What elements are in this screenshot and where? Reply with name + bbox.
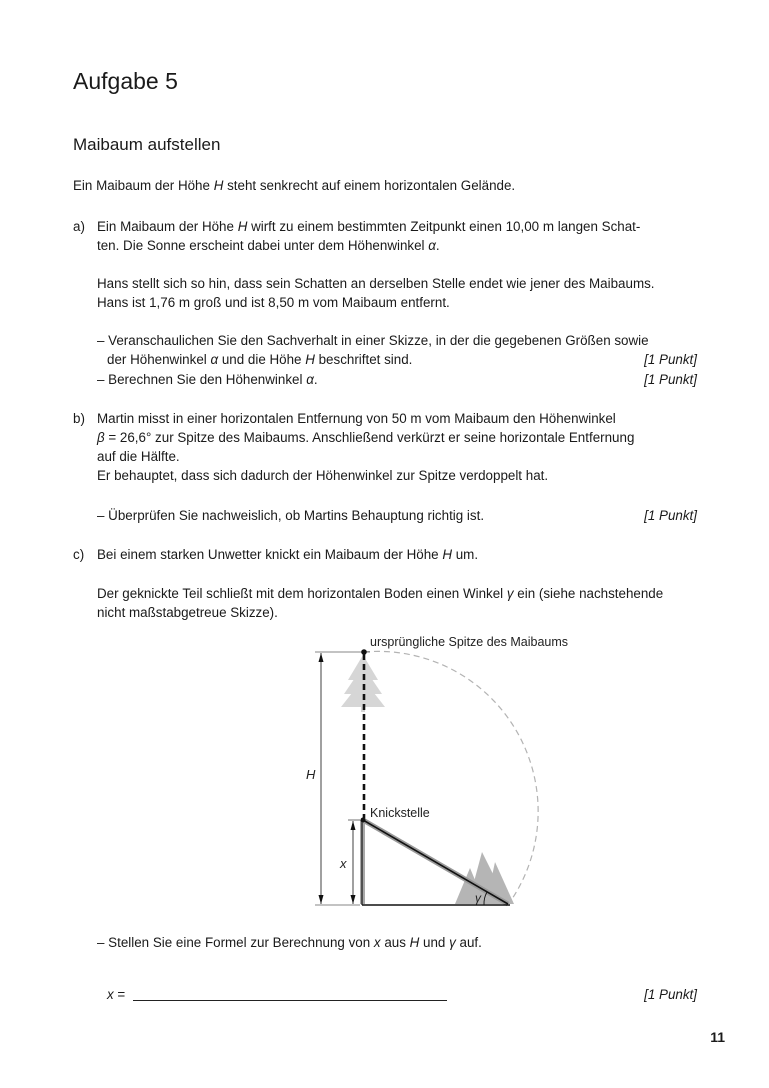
task-subheading: Maibaum aufstellen	[73, 135, 221, 154]
part-a-task2-points: [1 Punkt]	[644, 372, 697, 387]
part-b-line-1: Martin misst in einer horizontalen Entfernung von 50 m vom Maibaum den Höhenwinkel	[97, 411, 616, 426]
part-b-task1-points: [1 Punkt]	[644, 508, 697, 523]
part-c-para2-line-2: nicht maßstabgetreue Skizze).	[97, 605, 278, 620]
h-arrow-bottom	[319, 895, 324, 904]
h-arrow-top	[319, 653, 324, 662]
part-a-task1-line-1: – Veranschaulichen Sie den Sachverhalt in einer Skizze, in der die gegebenen Größen sowie	[97, 333, 649, 348]
part-a-task1-points: [1 Punkt]	[644, 352, 697, 367]
x-arrow-bottom	[351, 895, 356, 904]
part-b-task1: – Überprüfen Sie nachweislich, ob Martins Behauptung richtig ist.	[97, 508, 485, 523]
page-number: 11	[710, 1029, 725, 1045]
part-c-para2-line-1: Der geknickte Teil schließt mit dem horizontalen Boden einen Winkel γ ein (siehe nachstehende	[97, 586, 664, 601]
gamma-label: γ	[475, 891, 481, 905]
rotation-arc	[364, 651, 538, 902]
part-b-line-4: Er behauptet, dass sich dadurch der Höhenwinkel zur Spitze verdoppelt hat.	[97, 468, 549, 483]
original-top-label: ursprüngliche Spitze des Maibaums	[370, 635, 569, 649]
part-c-task1: – Stellen Sie eine Formel zur Berechnung von x aus H und γ auf.	[97, 935, 482, 950]
answer-prefix: x =	[107, 987, 126, 1002]
part-a-task1-line-2: der Höhenwinkel α und die Höhe H beschriftet sind.	[107, 352, 413, 367]
part-a-line-1: Ein Maibaum der Höhe H wirft zu einem bestimmten Zeitpunkt einen 10,00 m langen Schat-	[97, 219, 641, 234]
break-point	[361, 818, 366, 823]
part-b-line-3: auf die Hälfte.	[97, 449, 180, 464]
part-c-task1-points: [1 Punkt]	[644, 987, 697, 1002]
part-b-line-2: β = 26,6° zur Spitze des Maibaums. Anschließend verkürzt er seine horizontale Entfernung	[97, 430, 635, 445]
part-c-label: c)	[73, 547, 85, 562]
part-a-para2-line-1: Hans stellt sich so hin, dass sein Schatten an derselben Stelle endet wie jener des Maibaums.	[97, 276, 655, 291]
task-heading: Aufgabe 5	[73, 68, 178, 94]
answer-input-line[interactable]	[133, 1000, 447, 1001]
part-a-task2: – Berechnen Sie den Höhenwinkel α.	[97, 372, 318, 387]
broken-maypole-figure	[290, 625, 610, 915]
part-a-label: a)	[73, 219, 85, 234]
intro-text: Ein Maibaum der Höhe H steht senkrecht auf einem horizontalen Gelände.	[73, 178, 516, 193]
break-point-label: Knickstelle	[370, 806, 430, 820]
x-arrow-top	[351, 821, 356, 830]
h-label: H	[306, 767, 316, 782]
x-label: x	[340, 856, 347, 871]
part-a-para2-line-2: Hans ist 1,76 m groß und ist 8,50 m vom Maibaum entfernt.	[97, 295, 450, 310]
part-b-label: b)	[73, 411, 85, 426]
part-a-line-2: ten. Die Sonne erscheint dabei unter dem Höhenwinkel α.	[97, 238, 440, 253]
part-c-line-1: Bei einem starken Unwetter knickt ein Maibaum der Höhe H um.	[97, 547, 479, 562]
original-tree-icon	[341, 655, 385, 712]
